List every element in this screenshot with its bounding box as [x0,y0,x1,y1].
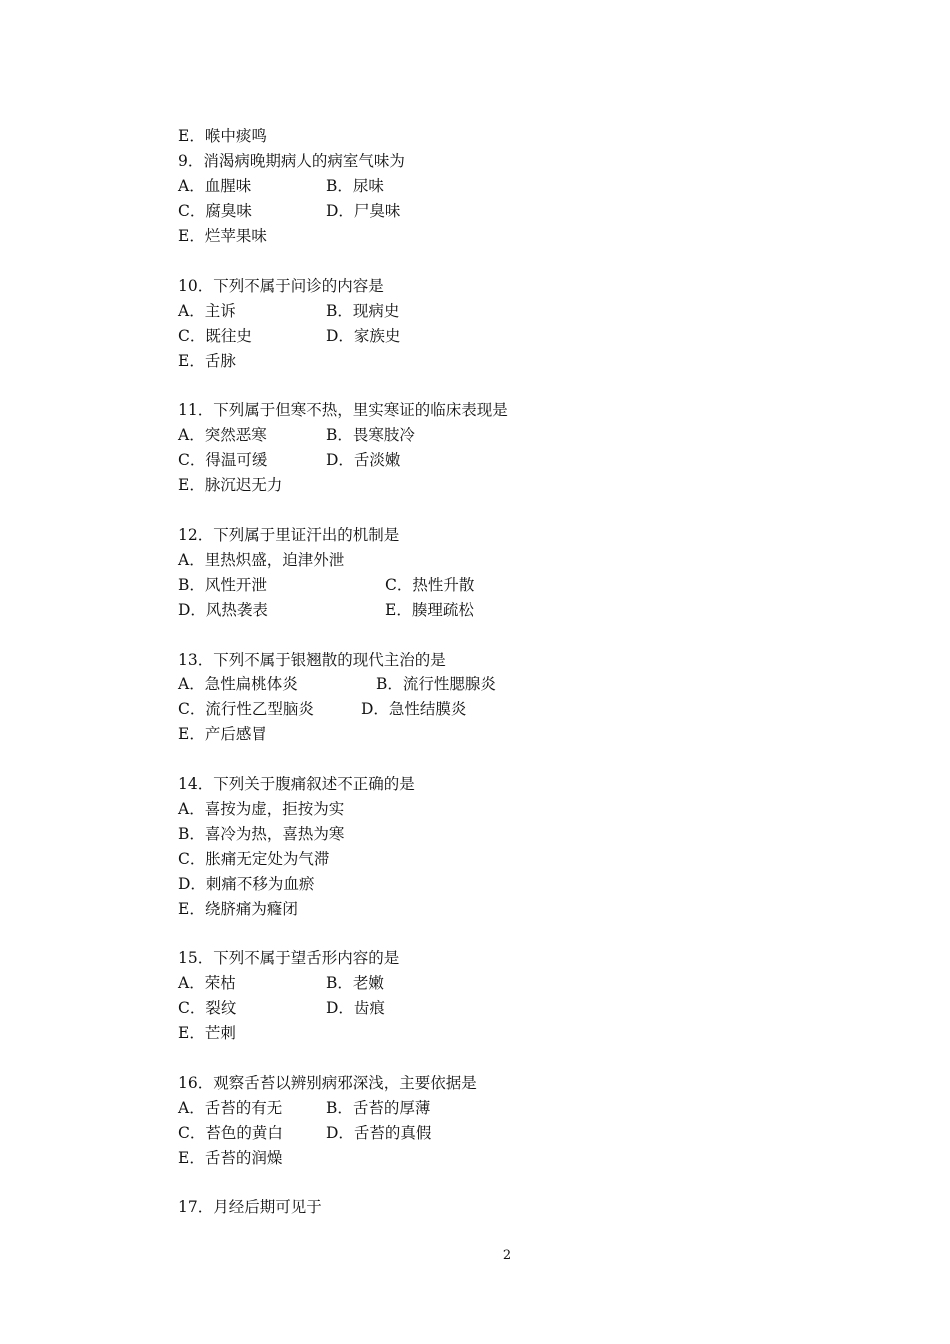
options-row: C．腐臭味 D．尸臭味 [178,202,401,220]
option-line: A．里热炽盛，迫津外泄 [178,551,345,569]
option-line: E．喉中痰鸣 [178,127,267,145]
option-line: E．舌苔的润燥 [178,1149,283,1167]
option-line: D．刺痛不移为血瘀 [178,875,315,893]
option-line: E．产后感冒 [178,725,267,743]
options-row: A．急性扁桃体炎 B．流行性腮腺炎 [178,675,496,693]
question-15: 15．下列不属于望舌形内容的是 [178,949,400,967]
options-row: A．舌苔的有无 B．舌苔的厚薄 [178,1099,431,1117]
options-row: D．风热袭表 E．腠理疏松 [178,601,474,619]
options-row: C．得温可缓 D．舌淡嫩 [178,451,401,469]
options-row: A．突然恶寒 B．畏寒肢冷 [178,426,415,444]
question-13: 13．下列不属于银翘散的现代主治的是 [178,651,446,669]
question-17: 17．月经后期可见于 [178,1198,322,1216]
option-line: E．绕脐痛为癃闭 [178,900,298,918]
options-row: A．荣枯 B．老嫩 [178,974,384,992]
option-line: E．脉沉迟无力 [178,476,283,494]
option-line: A．喜按为虚，拒按为实 [178,800,345,818]
option-line: C．胀痛无定处为气滞 [178,850,330,868]
options-row: C．裂纹 D．齿痕 [178,999,385,1017]
question-16: 16．观察舌苔以辨别病邪深浅，主要依据是 [178,1074,477,1092]
options-row: C．苔色的黄白 D．舌苔的真假 [178,1124,432,1142]
options-row: B．风性开泄 C．热性升散 [178,576,475,594]
option-line: B．喜冷为热，喜热为寒 [178,825,345,843]
options-row: A．主诉 B．现病史 [178,302,400,320]
question-10: 10．下列不属于问诊的内容是 [178,277,384,295]
options-row: C．流行性乙型脑炎 D．急性结膜炎 [178,700,467,718]
option-line: E．舌脉 [178,352,236,370]
question-14: 14．下列关于腹痛叙述不正确的是 [178,775,415,793]
options-row: C．既往史 D．家族史 [178,327,401,345]
question-9: 9．消渴病晚期病人的病室气味为 [178,152,405,170]
options-row: A．血腥味 B．尿味 [178,177,384,195]
page-number: 2 [502,1248,512,1263]
option-line: E．芒刺 [178,1024,236,1042]
option-line: E．烂苹果味 [178,227,267,245]
question-11: 11．下列属于但寒不热，里实寒证的临床表现是 [178,401,508,419]
question-12: 12．下列属于里证汗出的机制是 [178,526,400,544]
